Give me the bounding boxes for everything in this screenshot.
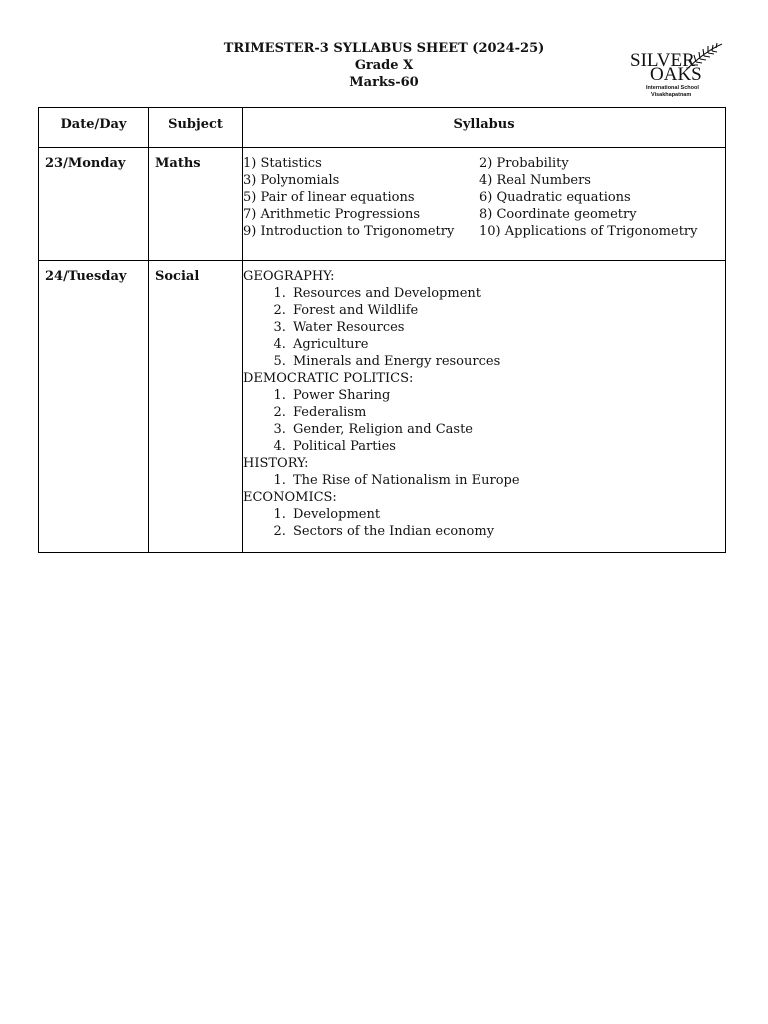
- economics-list: [243, 506, 725, 540]
- list-item: 3) Polynomials: [243, 173, 340, 188]
- section-heading: ECONOMICS:: [243, 490, 337, 505]
- row-subject: Maths: [149, 148, 243, 261]
- marks-line: Marks-60: [349, 75, 419, 90]
- social-syllabus: [243, 261, 726, 553]
- list-item: 4) Real Numbers: [479, 173, 591, 188]
- list-item: 4. Political Parties: [290, 438, 725, 455]
- section-heading: HISTORY:: [243, 456, 309, 471]
- list-item: 9) Introduction to Trigonometry: [243, 224, 455, 239]
- row-subject: Social: [149, 261, 243, 553]
- table-row: [39, 148, 726, 261]
- list-item: 2) Probability: [479, 156, 569, 171]
- table-header-row: [39, 108, 726, 148]
- sheet-title: TRIMESTER-3 SYLLABUS SHEET (2024-25): [223, 41, 545, 56]
- list-item: 3. Water Resources: [290, 319, 725, 336]
- table-row: [39, 261, 726, 553]
- history-list: [243, 472, 725, 489]
- list-item: 5) Pair of linear equations: [243, 190, 415, 205]
- list-item: 1. Resources and Development: [290, 285, 725, 302]
- section-heading: DEMOCRATIC POLITICS:: [243, 371, 414, 386]
- list-item: 4. Agriculture: [290, 336, 725, 353]
- syllabus-table: [38, 107, 726, 553]
- header-subject: Subject: [149, 108, 243, 148]
- list-item: 1) Statistics: [243, 156, 322, 171]
- list-item: 5. Minerals and Energy resources: [290, 353, 725, 370]
- section-heading: GEOGRAPHY:: [243, 269, 335, 284]
- list-item: 2. Forest and Wildlife: [290, 302, 725, 319]
- grade-line: Grade X: [354, 58, 414, 73]
- list-item: 1. Development: [290, 506, 725, 523]
- geography-list: [243, 285, 725, 370]
- list-item: 8) Coordinate geometry: [479, 207, 637, 222]
- list-item: 6) Quadratic equations: [479, 190, 631, 205]
- list-item: 10) Applications of Trigonometry: [479, 224, 698, 239]
- logo-city: Visakhapatnam: [651, 92, 692, 98]
- logo-word-silver: SILVER: [630, 50, 695, 71]
- logo-subtitle: International School: [646, 85, 699, 91]
- list-item: 7) Arithmetic Progressions: [243, 207, 421, 222]
- logo-word-oaks: OAKS: [650, 64, 702, 85]
- row-date: 24/Tuesday: [39, 261, 149, 553]
- list-item: 2. Federalism: [290, 404, 725, 421]
- list-item: 2. Sectors of the Indian economy: [290, 523, 725, 540]
- politics-list: [243, 387, 725, 455]
- header-syllabus: Syllabus: [243, 108, 726, 148]
- list-item: 3. Gender, Religion and Caste: [290, 421, 725, 438]
- maths-syllabus: [243, 148, 726, 261]
- list-item: 1. Power Sharing: [290, 387, 725, 404]
- maths-topic-grid: [243, 155, 725, 240]
- header-date: Date/Day: [39, 108, 149, 148]
- row-date: 23/Monday: [39, 148, 149, 261]
- list-item: 1. The Rise of Nationalism in Europe: [290, 472, 725, 489]
- school-logo: [628, 42, 724, 100]
